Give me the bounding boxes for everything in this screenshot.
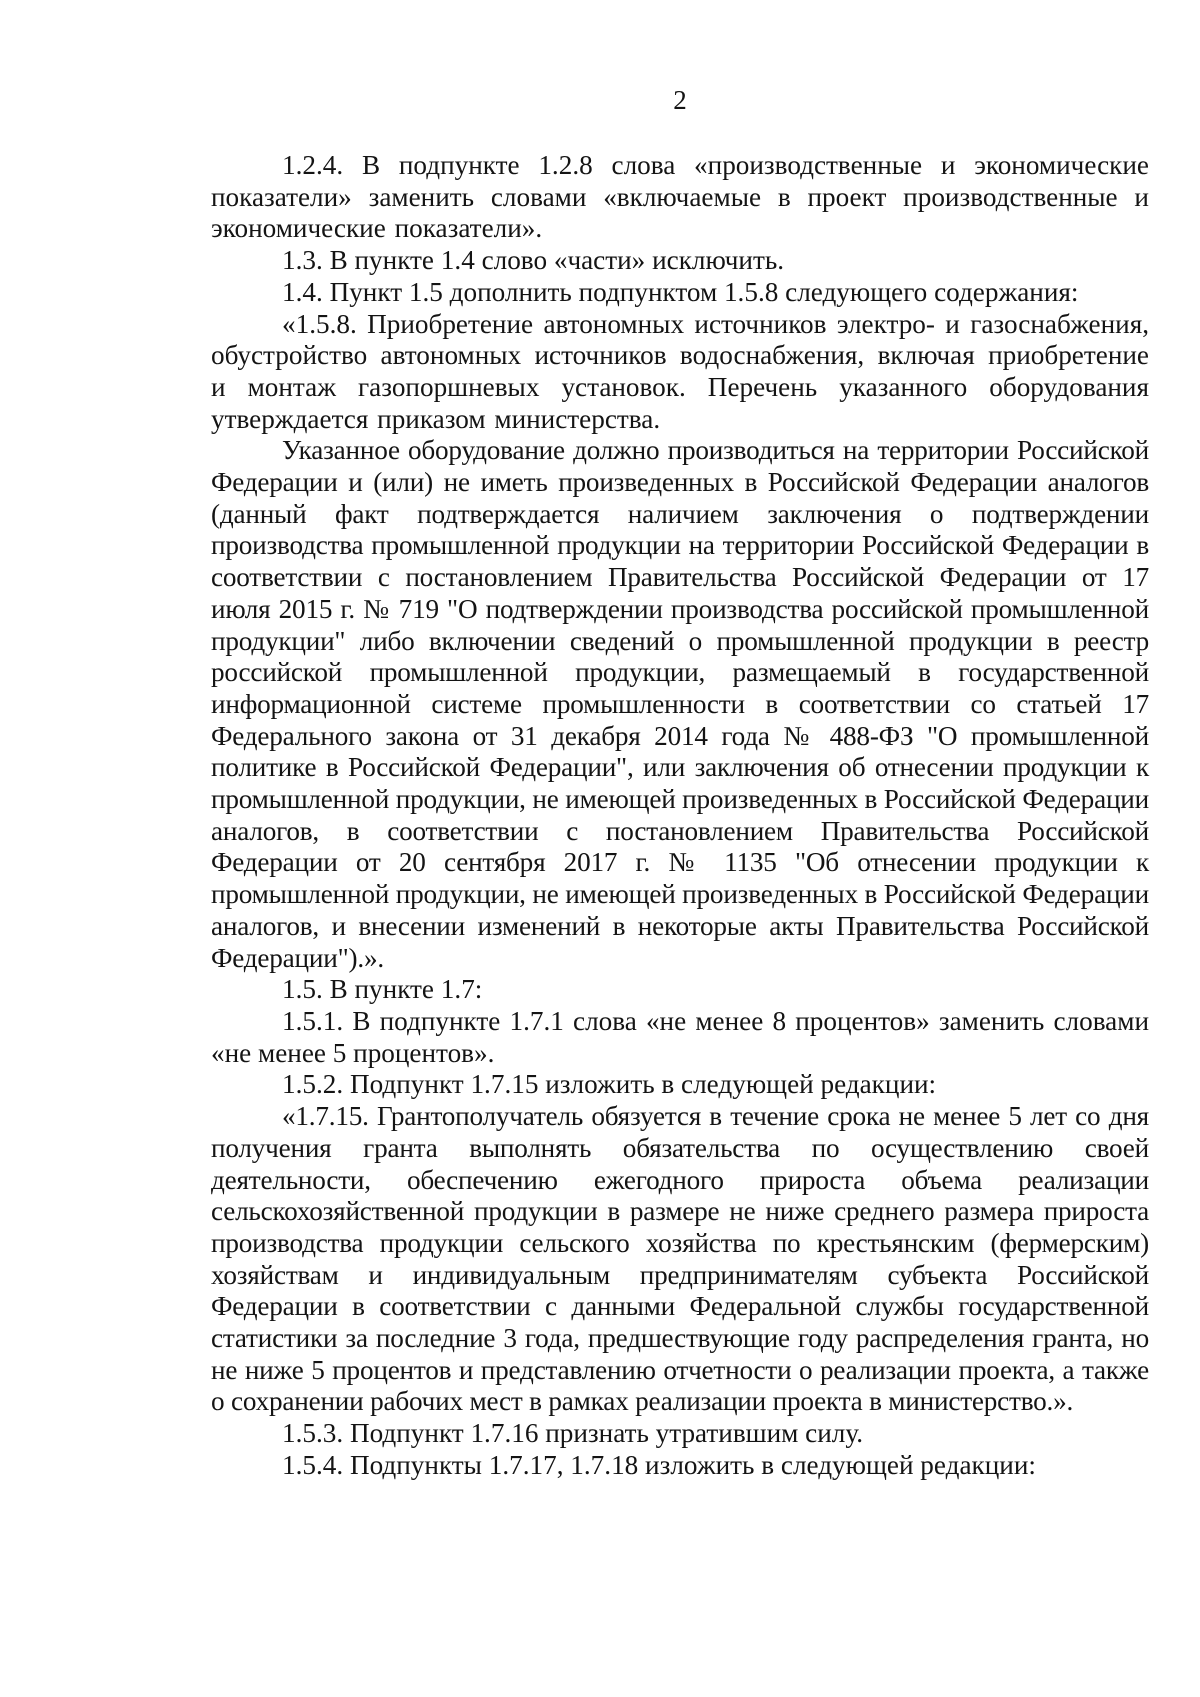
paragraph-1-4: 1.4. Пункт 1.5 дополнить подпунктом 1.5.8 следующего содержания: xyxy=(282,276,1079,307)
paragraph-1-5-2: 1.5.2. Подпункт 1.7.15 изложить в следующей редакции: xyxy=(282,1069,937,1100)
paragraph-1-7-15: «1.7.15. Грантополучатель обязуется в течение срока не менее 5 лет со дня получения гранта выполнять обязательства по осуществлению своей деятельности, обеспечению ежегодного прироста объема реализации сельскохозяйственной продукции в размере не ниже среднего размера прироста производства продукции сельского хозяйства по крестьянским (фермерским) хозяйствам и индивидуальным предпринимателям субъекта Российской Федерации в соответствии с данными Федеральной службы государственной статистики за последние 3 года, предшествующие году распределения гранта, но не ниже 5 процентов и представлению отчетности о реализации проекта, а также о сохранении рабочих мест в рамках реализации проекта в министерство.». xyxy=(211,1101,1149,1417)
paragraph-equipment-origin: Указанное оборудование должно производиться на территории Российской Федерации и (или) не иметь произведенных в Российской Федерации аналогов (данный факт подтверждается наличием заключения о подтверждении производства промышленной продукции на территории Российской Федерации в соответствии с постановлением Правительства Российской Федерации от 17 июля 2015 г. № 719 "О подтверждении производства российской промышленной продукции" либо включении сведений о промышленной продукции в реестр российской промышленной продукции, размещаемый в государственной информационной системе промышленности в соответствии со статьей 17 Федерального закона от 31 декабря 2014 года № 488-ФЗ "О промышленной политике в Российской Федерации", или заключения об отнесении продукции к промышленной продукции, не имеющей произведенных в Российской Федерации аналогов, в соответствии с постановлением Правительства Российской Федерации от 20 сентября 2017 г. № 1135 "Об отнесении продукции к промышленной продукции, не имеющей произведенных в Российской Федерации аналогов, и внесении изменений в некоторые акты Правительства Российской Федерации").». xyxy=(211,435,1149,973)
paragraph-1-3: 1.3. В пункте 1.4 слово «части» исключить. xyxy=(282,245,785,276)
paragraph-1-5-1: 1.5.1. В подпункте 1.7.1 слова «не менее 8 процентов» заменить словами «не менее 5 процентов». xyxy=(211,1005,1149,1068)
paragraph-1-5-3: 1.5.3. Подпункт 1.7.16 признать утратившим силу. xyxy=(282,1418,864,1449)
paragraph-1-5-4: 1.5.4. Подпункты 1.7.17, 1.7.18 изложить в следующей редакции: xyxy=(282,1449,1036,1480)
paragraph-1-5-8: «1.5.8. Приобретение автономных источников электро- и газоснабжения, обустройство автономных источников водоснабжения, включая приобретение и монтаж газопоршневых установок. Перечень указанного оборудования утверждается приказом министерства. xyxy=(211,308,1149,434)
page-number: 2 xyxy=(673,85,687,115)
paragraph-1-5: 1.5. В пункте 1.7: xyxy=(282,974,483,1005)
document-body xyxy=(211,150,1149,1482)
paragraph-1-2-4: 1.2.4. В подпункте 1.2.8 слова «производственные и экономические показатели» заменить словами «включаемые в проект производственные и экономические показатели». xyxy=(211,150,1149,244)
